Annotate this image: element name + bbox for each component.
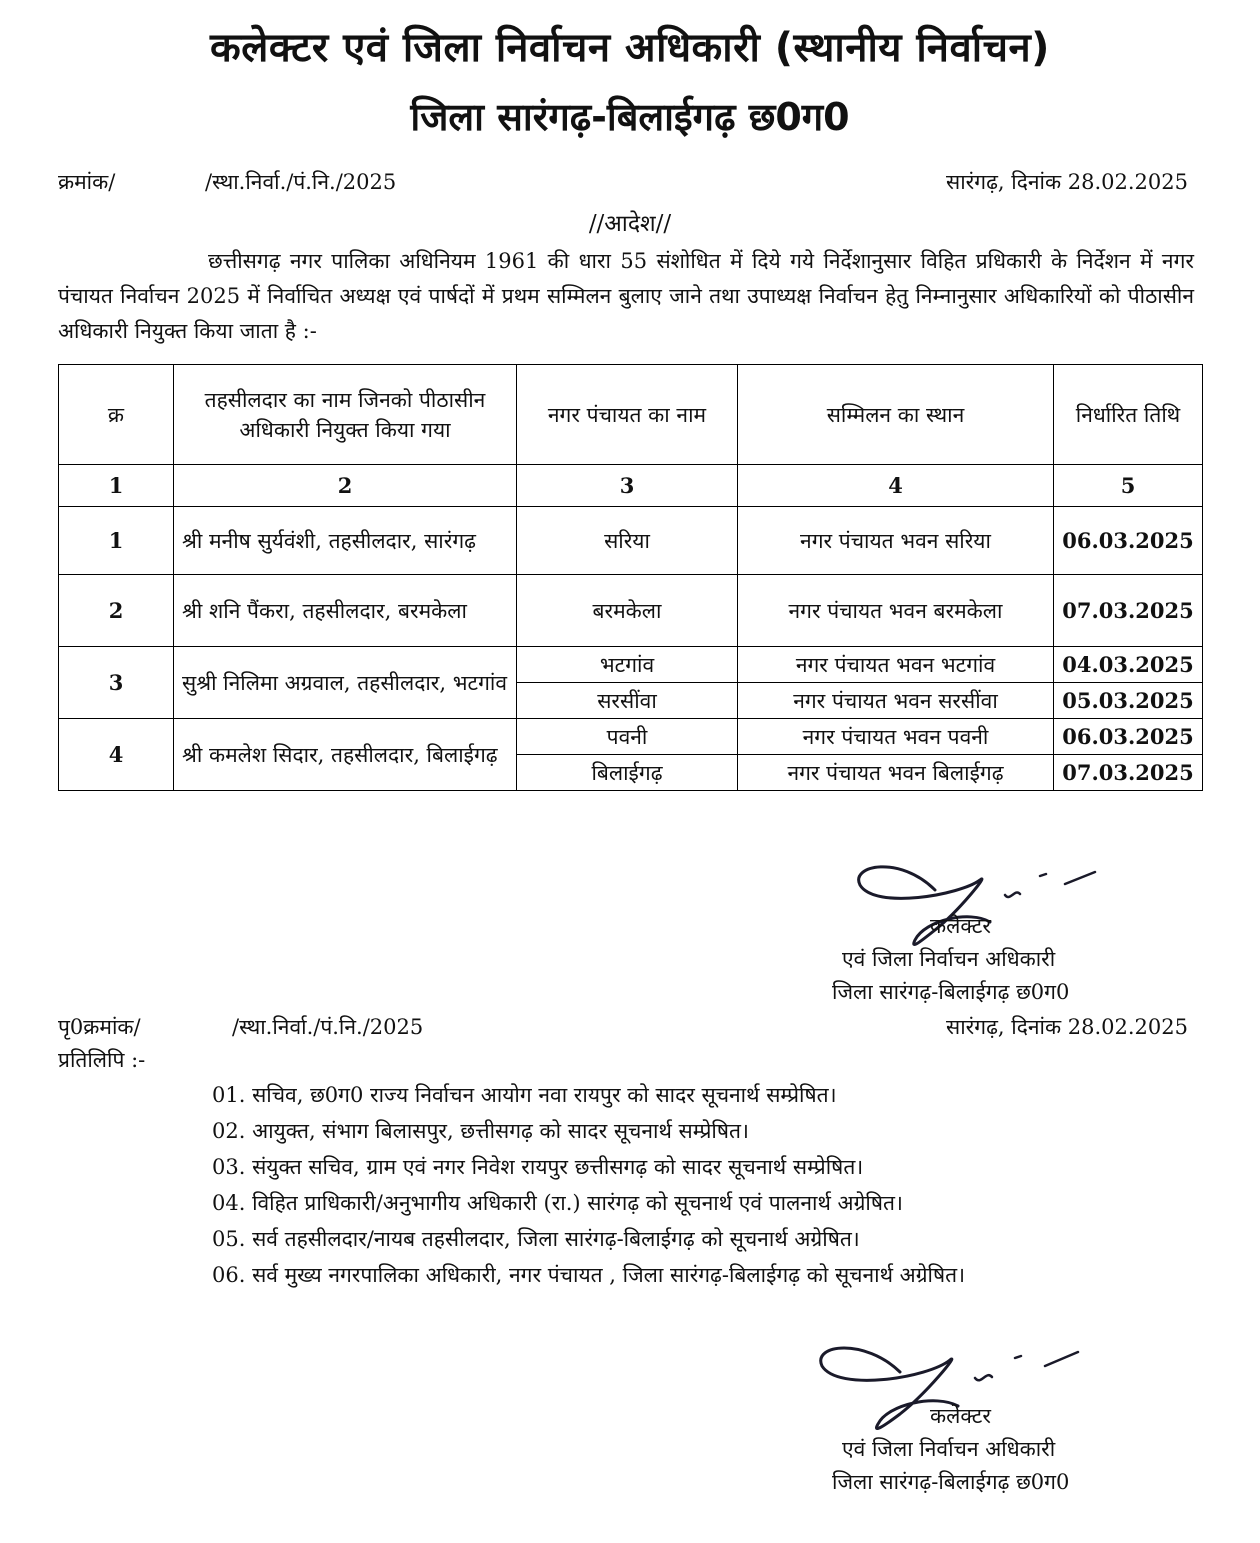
row-sr: 1 bbox=[59, 507, 174, 575]
row-sr: 4 bbox=[59, 719, 174, 791]
district-title: जिला सारंगढ़-बिलाईगढ़ छ0ग0 bbox=[410, 95, 850, 139]
ref-number: /स्था.निर्वा./पं.नि./2025 bbox=[205, 170, 397, 194]
column-number: 4 bbox=[738, 465, 1054, 507]
ref-label: क्रमांक/ bbox=[58, 170, 116, 194]
row-date: 05.03.2025 bbox=[1054, 683, 1203, 719]
list-item: 06. सर्व मुख्य नगरपालिका अधिकारी, नगर पंचायत , जिला सारंगढ़-बिलाईगढ़ को सूचनार्थ अग्रेषित। bbox=[212, 1263, 966, 1287]
row-panchayat: बिलाईगढ़ bbox=[517, 755, 738, 791]
row-panchayat: सरसींवा bbox=[517, 683, 738, 719]
table-row bbox=[59, 507, 1203, 575]
row-date: 07.03.2025 bbox=[1054, 575, 1203, 647]
row-venue: नगर पंचायत भवन भटगांव bbox=[738, 647, 1054, 683]
row-venue: नगर पंचायत भवन सरिया bbox=[738, 507, 1054, 575]
sig1-line3: जिला सारंगढ़-बिलाईगढ़ छ0ग0 bbox=[832, 980, 1070, 1004]
header-sr: क्र bbox=[59, 365, 174, 465]
copy-ref-place-date: सारंगढ़, दिनांक 28.02.2025 bbox=[946, 1015, 1188, 1039]
row-date: 06.03.2025 bbox=[1054, 719, 1203, 755]
sig2-line1: कलेक्टर bbox=[930, 1404, 991, 1428]
row-sr: 2 bbox=[59, 575, 174, 647]
row-officer: श्री शनि पैंकरा, तहसीलदार, बरमकेला bbox=[174, 575, 517, 647]
list-item: 01. सचिव, छ0ग0 राज्य निर्वाचन आयोग नवा रायपुर को सादर सूचनार्थ सम्प्रेषित। bbox=[212, 1083, 837, 1107]
table-header-row bbox=[59, 365, 1203, 465]
sig1-line2: एवं जिला निर्वाचन अधिकारी bbox=[842, 947, 1056, 971]
row-date: 06.03.2025 bbox=[1054, 507, 1203, 575]
header-panchayat: नगर पंचायत का नाम bbox=[517, 365, 738, 465]
row-officer: श्री कमलेश सिदार, तहसीलदार, बिलाईगढ़ bbox=[174, 719, 517, 791]
row-venue: नगर पंचायत भवन बरमकेला bbox=[738, 575, 1054, 647]
column-number: 5 bbox=[1054, 465, 1203, 507]
header-date: निर्धारित तिथि bbox=[1054, 365, 1203, 465]
row-venue: नगर पंचायत भवन सरसींवा bbox=[738, 683, 1054, 719]
column-number: 1 bbox=[59, 465, 174, 507]
row-panchayat: भटगांव bbox=[517, 647, 738, 683]
copy-ref-label: पृ0क्रमांक/ bbox=[58, 1015, 141, 1039]
header-officer: तहसीलदार का नाम जिनको पीठासीन अधिकारी नियुक्त किया गया bbox=[174, 365, 517, 465]
order-body: छत्तीसगढ़ नगर पालिका अधिनियम 1961 की धारा 55 संशोधित में दिये गये निर्देशानुसार विहित प्रधिकारी के निर्देशन में नगर पंचायत निर्वाचन 2025 में निर्वाचित अध्यक्ष एवं पार्षदों में प्रथम सम्मिलन बुलाए जाने तथा उपाध्यक्ष निर्वाचन हेतु निम्नानुसार अधिकारियों को पीठासीन अधिकारी नियुक्त किया जाता है :- bbox=[58, 249, 1194, 343]
sig1-line1: कलेक्टर bbox=[930, 914, 991, 938]
list-item: 04. विहित प्राधिकारी/अनुभागीय अधिकारी (रा.) सारंगढ़ को सूचनार्थ एवं पालनार्थ अग्रेषित। bbox=[212, 1191, 903, 1215]
row-panchayat: बरमकेला bbox=[517, 575, 738, 647]
copy-list bbox=[212, 1078, 965, 1294]
table-row bbox=[59, 575, 1203, 647]
list-item: 03. संयुक्त सचिव, ग्राम एवं नगर निवेश रायपुर छत्तीसगढ़ को सादर सूचनार्थ सम्प्रेषित। bbox=[212, 1155, 864, 1179]
office-title: कलेक्टर एवं जिला निर्वाचन अधिकारी (स्थानीय निर्वाचन) bbox=[210, 25, 1050, 71]
row-venue: नगर पंचायत भवन पवनी bbox=[738, 719, 1054, 755]
column-number: 2 bbox=[174, 465, 517, 507]
row-sr: 3 bbox=[59, 647, 174, 719]
ref-place-date: सारंगढ़, दिनांक 28.02.2025 bbox=[946, 170, 1188, 194]
copy-ref-number: /स्था.निर्वा./पं.नि./2025 bbox=[232, 1015, 424, 1039]
row-panchayat: सरिया bbox=[517, 507, 738, 575]
table-row bbox=[59, 647, 1203, 683]
row-date: 04.03.2025 bbox=[1054, 647, 1203, 683]
table-row bbox=[59, 719, 1203, 755]
order-heading: //आदेश// bbox=[588, 211, 672, 237]
list-item: 02. आयुक्त, संभाग बिलासपुर, छत्तीसगढ़ को सादर सूचनार्थ सम्प्रेषित। bbox=[212, 1119, 749, 1143]
list-item: 05. सर्व तहसीलदार/नायब तहसीलदार, जिला सारंगढ़-बिलाईगढ़ को सूचनार्थ अग्रेषित। bbox=[212, 1227, 860, 1251]
row-venue: नगर पंचायत भवन बिलाईगढ़ bbox=[738, 755, 1054, 791]
row-panchayat: पवनी bbox=[517, 719, 738, 755]
column-number: 3 bbox=[517, 465, 738, 507]
row-date: 07.03.2025 bbox=[1054, 755, 1203, 791]
column-number-row bbox=[59, 465, 1203, 507]
sig2-line3: जिला सारंगढ़-बिलाईगढ़ छ0ग0 bbox=[832, 1470, 1070, 1494]
header-venue: सम्मिलन का स्थान bbox=[738, 365, 1054, 465]
sig2-line2: एवं जिला निर्वाचन अधिकारी bbox=[842, 1437, 1056, 1461]
appointment-table bbox=[58, 364, 1203, 791]
row-officer: सुश्री निलिमा अग्रवाल, तहसीलदार, भटगांव bbox=[174, 647, 517, 719]
row-officer: श्री मनीष सुर्यवंशी, तहसीलदार, सारंगढ़ bbox=[174, 507, 517, 575]
copy-label: प्रतिलिपि :- bbox=[58, 1048, 146, 1072]
